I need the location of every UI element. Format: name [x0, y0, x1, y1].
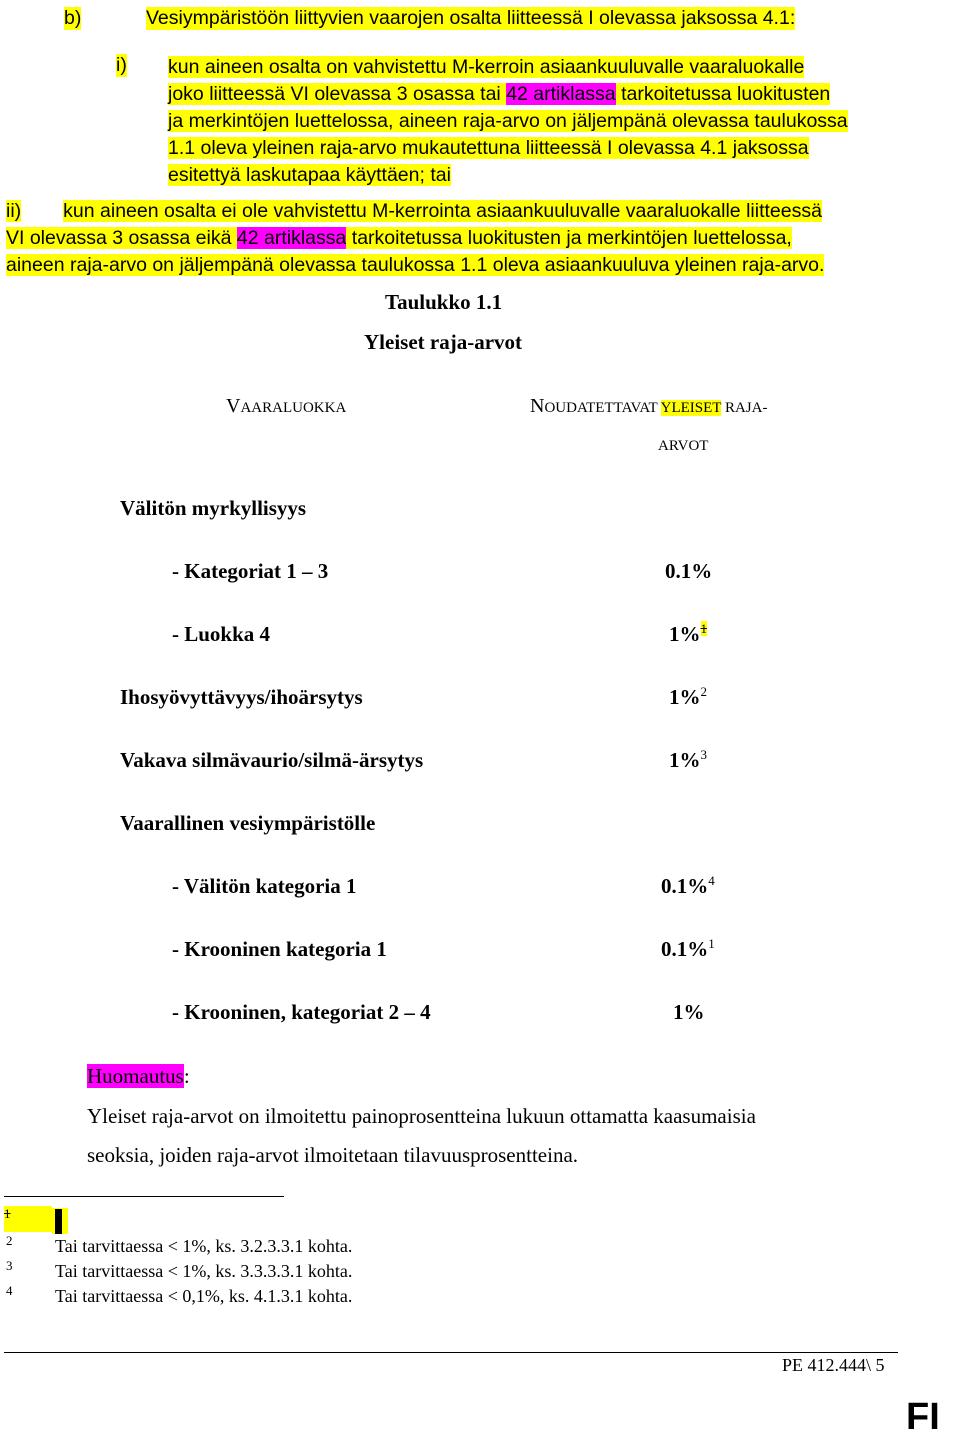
row-value-6: 0.1%$^4$: [661, 873, 715, 898]
item-i-line1: kun aineen osalta on vahvistettu M-kerroin asiaankuuluvalle vaaraluokalle: [168, 56, 805, 78]
section-b-heading: Vesiympäristöön liittyvien vaarojen osalta liitteessä I olevassa jaksossa 4.1:: [146, 7, 796, 29]
note-label: Huomautus:: [87, 1064, 190, 1088]
row-label-4: Vakava silmävaurio/silmä-ärsytys: [120, 748, 424, 772]
row-label-3: Ihosyövyttävyys/ihoärsytys: [120, 685, 363, 709]
row-label-7: - Krooninen kategoria 1: [172, 937, 387, 961]
row-label-8: - Krooninen, kategoriat 2 – 4: [172, 1000, 431, 1024]
footnote-4-number: 4: [6, 1283, 13, 1298]
item-ii-line2b: tarkoitetussa luokitusten ja merkintöjen luettelossa,: [346, 227, 792, 249]
table-number: Taulukko 1.1: [385, 290, 503, 314]
item-i-line4: 1.1 oleva yleinen raja-arvo mukautettuna liitteessä I olevassa 4.1 jaksossa: [168, 137, 809, 159]
item-i-line2a: joko liitteessä VI olevassa 3 osassa tai: [168, 83, 507, 105]
footnote-2-text: Tai tarvittaessa < 1%, ks. 3.2.3.3.1 kohta.: [55, 1236, 353, 1256]
footnote-2-number: 2: [6, 1233, 13, 1248]
item-i-paragraph: [168, 54, 928, 189]
note-line2: seoksia, joiden raja-arvot ilmoitetaan tilavuusprosentteina.: [87, 1143, 579, 1167]
row-label-5: Vaarallinen vesiympäristölle: [120, 811, 376, 835]
row-value-3: 1%$^2$: [669, 684, 707, 709]
footer-document-ref: PE 412.444\ 5: [782, 1355, 885, 1375]
footnote-1-number: 1: [4, 1206, 52, 1232]
item-i-line2b: tarkoitetussa luokitusten: [615, 83, 831, 105]
footnote-3-text: Tai tarvittaessa < 1%, ks. 3.3.3.3.1 kohta.: [55, 1261, 353, 1281]
row-value-8: 1%: [673, 1000, 705, 1024]
footnote-separator: [4, 1196, 284, 1197]
row-value-4: 1%$^3$: [669, 747, 707, 772]
item-i-label: i): [116, 54, 127, 76]
row-value-2: 1%$^1$: [669, 621, 707, 646]
row-value-1: 0.1%: [665, 559, 713, 583]
table-title: Yleiset raja-arvot: [364, 330, 523, 354]
column-header-limits: NOUDATETTAVAT YLEISET RAJA-: [530, 395, 768, 417]
article-42-link-2[interactable]: 42 artiklassa: [236, 227, 347, 249]
footnote-3-number: 3: [6, 1258, 13, 1273]
row-label-2: - Luokka 4: [172, 622, 271, 646]
text-cursor-mark: [55, 1209, 62, 1234]
footnote-4-text: Tai tarvittaessa < 0,1%, ks. 4.1.3.1 kohta.: [55, 1286, 353, 1306]
column-header-limits-line2: ARVOT: [658, 438, 709, 454]
section-b-label: b): [64, 7, 82, 29]
row-label-1: - Kategoriat 1 – 3: [172, 559, 329, 583]
row-value-7: 0.1%$^1$: [661, 936, 715, 961]
item-ii-line2a: VI olevassa 3 osassa eikä: [6, 227, 237, 249]
item-ii-paragraph: [6, 198, 946, 279]
item-i-line5: esitettyä laskutapaa käyttäen; tai: [168, 164, 451, 186]
note-line1: Yleiset raja-arvot on ilmoitettu painoprosentteina lukuun ottamatta kaasumaisia: [87, 1104, 756, 1128]
article-42-link[interactable]: 42 artiklassa: [506, 83, 616, 105]
row-label-6: - Välitön kategoria 1: [172, 874, 357, 898]
item-i-line3: ja merkintöjen luettelossa, aineen raja-arvo on jäljempänä olevassa taulukossa: [168, 110, 848, 132]
item-ii-line3: aineen raja-arvo on jäljempänä olevassa taulukossa 1.1 oleva asiaankuuluva yleinen raja-arvo.: [6, 254, 825, 276]
row-label-0: Välitön myrkyllisyys: [120, 496, 307, 520]
footer-rule: [4, 1352, 898, 1353]
column-header-hazard-class: VAARALUOKKA: [226, 395, 347, 417]
item-ii-line1: kun aineen osalta ei ole vahvistettu M-kerrointa asiaankuuluvalle vaaraluokalle liitteessä: [63, 200, 822, 222]
footer-language-code: FI: [906, 1396, 940, 1438]
item-ii-label: ii): [6, 200, 22, 222]
